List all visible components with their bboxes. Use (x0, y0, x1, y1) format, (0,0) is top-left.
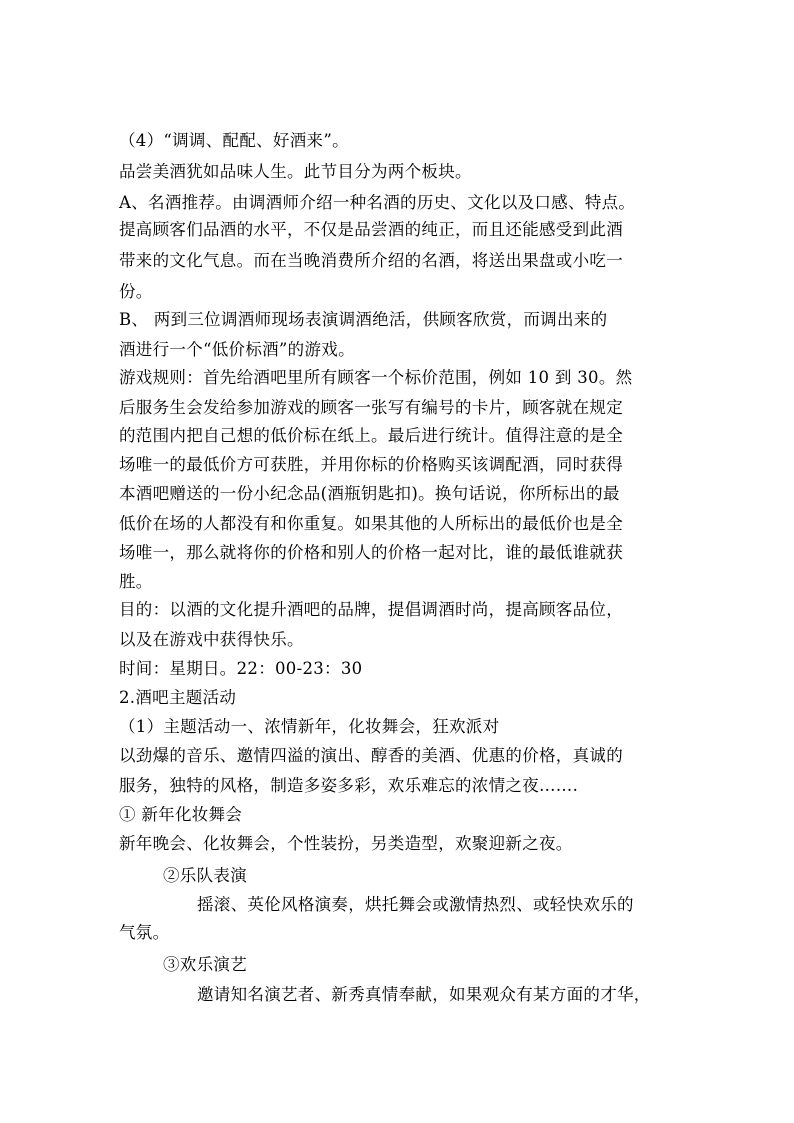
time-line: 时间：星期日。22：00-23：30 (119, 659, 363, 678)
item-a-heading: A、名酒推荐。由调酒师介绍一种名酒的历史、文化以及口感、特点。 (119, 193, 636, 212)
paragraph-line: 场唯一的最低价方可获胜，并用你标的价格购买该调配酒，同时获得 (119, 455, 623, 474)
paragraph-line: 后服务生会发给参加游戏的顾客一张写有编号的卡片，顾客就在规定 (119, 398, 623, 417)
paragraph-line: 邀请知名演艺者、新秀真情奉献，如果观众有某方面的才华， (197, 985, 651, 1004)
paragraph-line: 服务，独特的风格，制造多姿多彩，欢乐难忘的浓情之夜……. (119, 776, 579, 795)
item-b-heading: B、 两到三位调酒师现场表演调酒绝活，供顾客欣赏，而调出来的 (119, 310, 608, 329)
paragraph-line: 低价在场的人都没有和你重复。如果其他的人所标出的最低价也是全 (119, 514, 623, 533)
paragraph-line: 以及在游戏中获得快乐。 (119, 630, 304, 649)
subitem-heading-3: ③欢乐演艺 (163, 955, 247, 974)
paragraph-line: 场唯一，那么就将你的价格和别人的价格一起对比，谁的最低谁就获 (119, 543, 623, 562)
paragraph-line: 以劲爆的音乐、邀情四溢的演出、醇香的美酒、优惠的价格，真诚的 (119, 746, 623, 765)
paragraph-line: 品尝美酒犹如品味人生。此节目分为两个板块。 (119, 162, 472, 181)
game-rules-line: 游戏规则：首先给酒吧里所有顾客一个标价范围，例如 10 到 30。然 (119, 368, 633, 387)
paragraph-line: 摇滚、英伦风格演奏，烘托舞会或激情热烈、或轻快欢乐的 (197, 895, 634, 914)
paragraph-line: 份。 (119, 282, 153, 301)
paragraph-line: 本酒吧赠送的一份小纪念品(酒瓶钥匙扣)。换句话说，你所标出的最 (119, 484, 620, 503)
paragraph-line: 的范围内把自己想的低价标在纸上。最后进行统计。值得注意的是全 (119, 426, 623, 445)
subitem-heading-2: ②乐队表演 (163, 866, 247, 885)
paragraph-line: 新年晚会、化妆舞会，个性装扮，另类造型，欢聚迎新之夜。 (119, 834, 573, 853)
subitem-heading-1: ① 新年化妆舞会 (119, 805, 243, 824)
section-heading-2: 2.酒吧主题活动 (119, 688, 237, 707)
paragraph-line: 提高顾客们品酒的水平，不仅是品尝酒的纯正，而且还能感受到此酒 (119, 220, 623, 239)
paragraph-line: 带来的文化气息。而在当晚消费所介绍的名酒，将送出果盘或小吃一 (119, 251, 623, 270)
purpose-line: 目的：以酒的文化提升酒吧的品牌，提倡调酒时尚，提高顾客品位， (119, 600, 623, 619)
paragraph-line: 酒进行一个“低价标酒”的游戏。 (119, 340, 355, 359)
theme-activity-heading: （1）主题活动一、浓情新年，化妆舞会，狂欢派对 (119, 717, 500, 736)
section-heading-4: （4）“调调、配配、好酒来”。 (119, 131, 349, 150)
paragraph-line: 胜。 (119, 572, 153, 591)
paragraph-line: 气氛。 (119, 923, 170, 942)
